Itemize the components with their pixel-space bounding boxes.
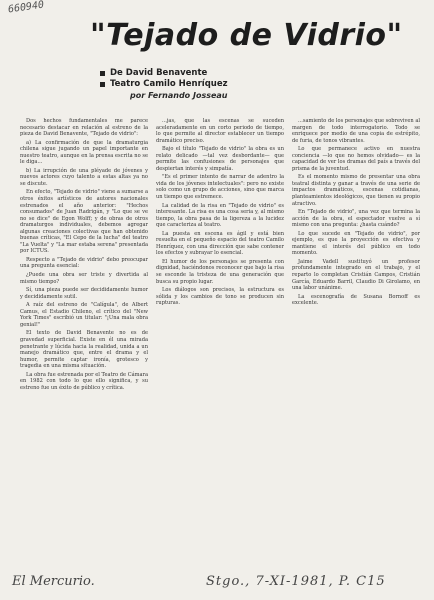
article-paragraph: La obra fue estrenada por el Teatro de Cámara en 1982 con todo lo que ello significa, y su estreno fue un éxito de público y crítica. — [20, 371, 148, 391]
credit-author-text: De David Benavente — [110, 68, 208, 78]
date-note: Stgo., 7-XI-1981, P. C15 — [206, 574, 386, 589]
bullet-icon — [100, 71, 105, 76]
handwritten-footer — [6, 572, 430, 596]
archive-number: 660940 — [7, 0, 45, 16]
article-paragraph: Respecto a "Tejado de vidrio" debo preocupar una pregunta esencial: — [20, 256, 148, 270]
article-column-1 — [20, 118, 148, 570]
article-paragraph: La puesta en escena es ágil y está bien resuelta en el pequeño espacio del teatro Camilo Henríquez, con una dirección que sabe contener los efectos y subrayar lo esencial. — [156, 230, 284, 257]
article-body — [20, 118, 420, 570]
headline: "Tejado de Vidrio" — [90, 18, 403, 53]
article-paragraph: Dos hechos fundamentales me parece necesario destacar en relación al estreno de la pieza de David Benavente, "Tejado de vidrio": — [20, 118, 148, 138]
article-paragraph: Lo que permanece activo en nuestra conciencia —lo que no hemos olvidado— es la capacidad de ver los dramas del país a través del prisma de la juventud. — [292, 146, 420, 172]
article-paragraph: La escenografía de Susana Bornoff es excelente. — [292, 293, 420, 307]
article-paragraph: La calidad de la risa en "Tejado de vidrio" es interesante. La risa es una cosa seria y, al mismo tiempo, la obra pasa de la ligereza a la lucidez que caracteriza al teatro. — [156, 202, 284, 229]
article-column-2 — [156, 118, 284, 570]
article-paragraph: ...jas, que las escenas se suceden aceleradamente en un corto periodo de tiempo, lo que permite al director establecer un tiempo dramático preciso. — [156, 118, 284, 144]
bullet-icon — [100, 82, 105, 87]
article-paragraph: ...samiento de los personajes que sobreviven al margen de todo interrogatorio. Todo se enriquece por medio de una copia de estrépito, de furia, de tonos vibrantes. — [292, 118, 420, 144]
article-paragraph: Sí, una pieza puede ser decididamente humor y decididamente sutil. — [20, 287, 148, 300]
article-paragraph: Lo que sucede en "Tejado de vidrio", por ejemplo, es que la proyección es efectiva y mantiene el interés del público en todo momento. — [292, 230, 420, 257]
article-paragraph: b) La irrupción de una pléyade de jóvenes y nuevos actores cuyo talento a estas altas ya no se discute. — [20, 167, 148, 187]
article-paragraph: El humor de los personajes se presenta con dignidad, haciéndonos reconocer que bajo la risa se esconde la tristeza de una generación que busca su propio lugar. — [156, 258, 284, 285]
article-paragraph: Los diálogos son precisos, la estructura es sólida y los cambios de tono se producen sin rupturas. — [156, 287, 284, 307]
credit-venue — [100, 79, 300, 90]
article-paragraph: Bajo el título "Tejado de vidrio" la obra es un relato delicado —tal vez desbordante— que permite las confusiones de personajes que despiertan interés y simpatía. — [156, 146, 284, 172]
credit-author — [100, 68, 300, 79]
article-paragraph: En efecto, "Tejado de vidrio" viene a sumarse a otros éxitos artísticos de autores nacionales estrenados el año anterior: "Hechos consumados" de Juan Radrigán, y "Lo que se ve no se dice" de Egon Wolff; y de obras de otros dramaturgos individuales, debemos agregar algunas creaciones colectivas que han obtenido buenas críticas, "El Cepo de la lucha" del teatro "La Vuelta" y "La mar estaba serena" presentada por ICTUS. — [20, 189, 148, 255]
article-paragraph: El texto de David Benavente no es de gravedad superficial. Existe en él una mirada penetrante y lúcida hacia la realidad, unida a un manejo dramático que, entre el drama y el humor, permite captar ironía, grotesco y tragedia en una misma situación. — [20, 330, 148, 370]
article-column-3 — [292, 118, 420, 570]
article-paragraph: ¿Puede una obra ser triste y divertida al mismo tiempo? — [20, 272, 148, 285]
article-paragraph: Es el momento mismo de presentar una obra teatral distinta y ganar a través de una serie de impactos dramáticos, escenas cotidianas, planteamientos ideológicos, que tienen su propio atractivo. — [292, 174, 420, 207]
byline: por Fernando Josseau — [130, 91, 228, 100]
article-paragraph: "Es el primer intento de narrar de adentro la vida de los jóvenes intelectuales": pero no existe solo como un grupo de acciones, sino que marca un tiempo que estremece. — [156, 174, 284, 201]
credits-block — [100, 68, 300, 101]
credit-venue-text: Teatro Camilo Henríquez — [110, 79, 228, 89]
article-paragraph: A raíz del estreno de "Calígula", de Albert Camus, el Estadio Chileno, el crítico del "New York Times" escribió un titular: "¡Una mala obra genial!" — [20, 302, 148, 328]
article-paragraph: En "Tejado de vidrio", una vez que termina la acción de la obra, el espectador vuelve a sí mismo con una pregunta: ¿hasta cuándo? — [292, 209, 420, 229]
source-note: El Mercurio. — [12, 574, 95, 589]
article-paragraph: Jaime Vadell sustituyó un profesor profundamente integrado en el trabajo, y el reparto lo completan Cristián Campos, Cristián García, Eduardo Barril, Claudio Di Girolamo, en una labor unánime. — [292, 258, 420, 292]
article-paragraph: a) La confirmación de que la dramaturgia chilena sigue jugando un papel importante en nuestro teatro, aunque en la prensa escrita no se le diga... — [20, 139, 148, 166]
